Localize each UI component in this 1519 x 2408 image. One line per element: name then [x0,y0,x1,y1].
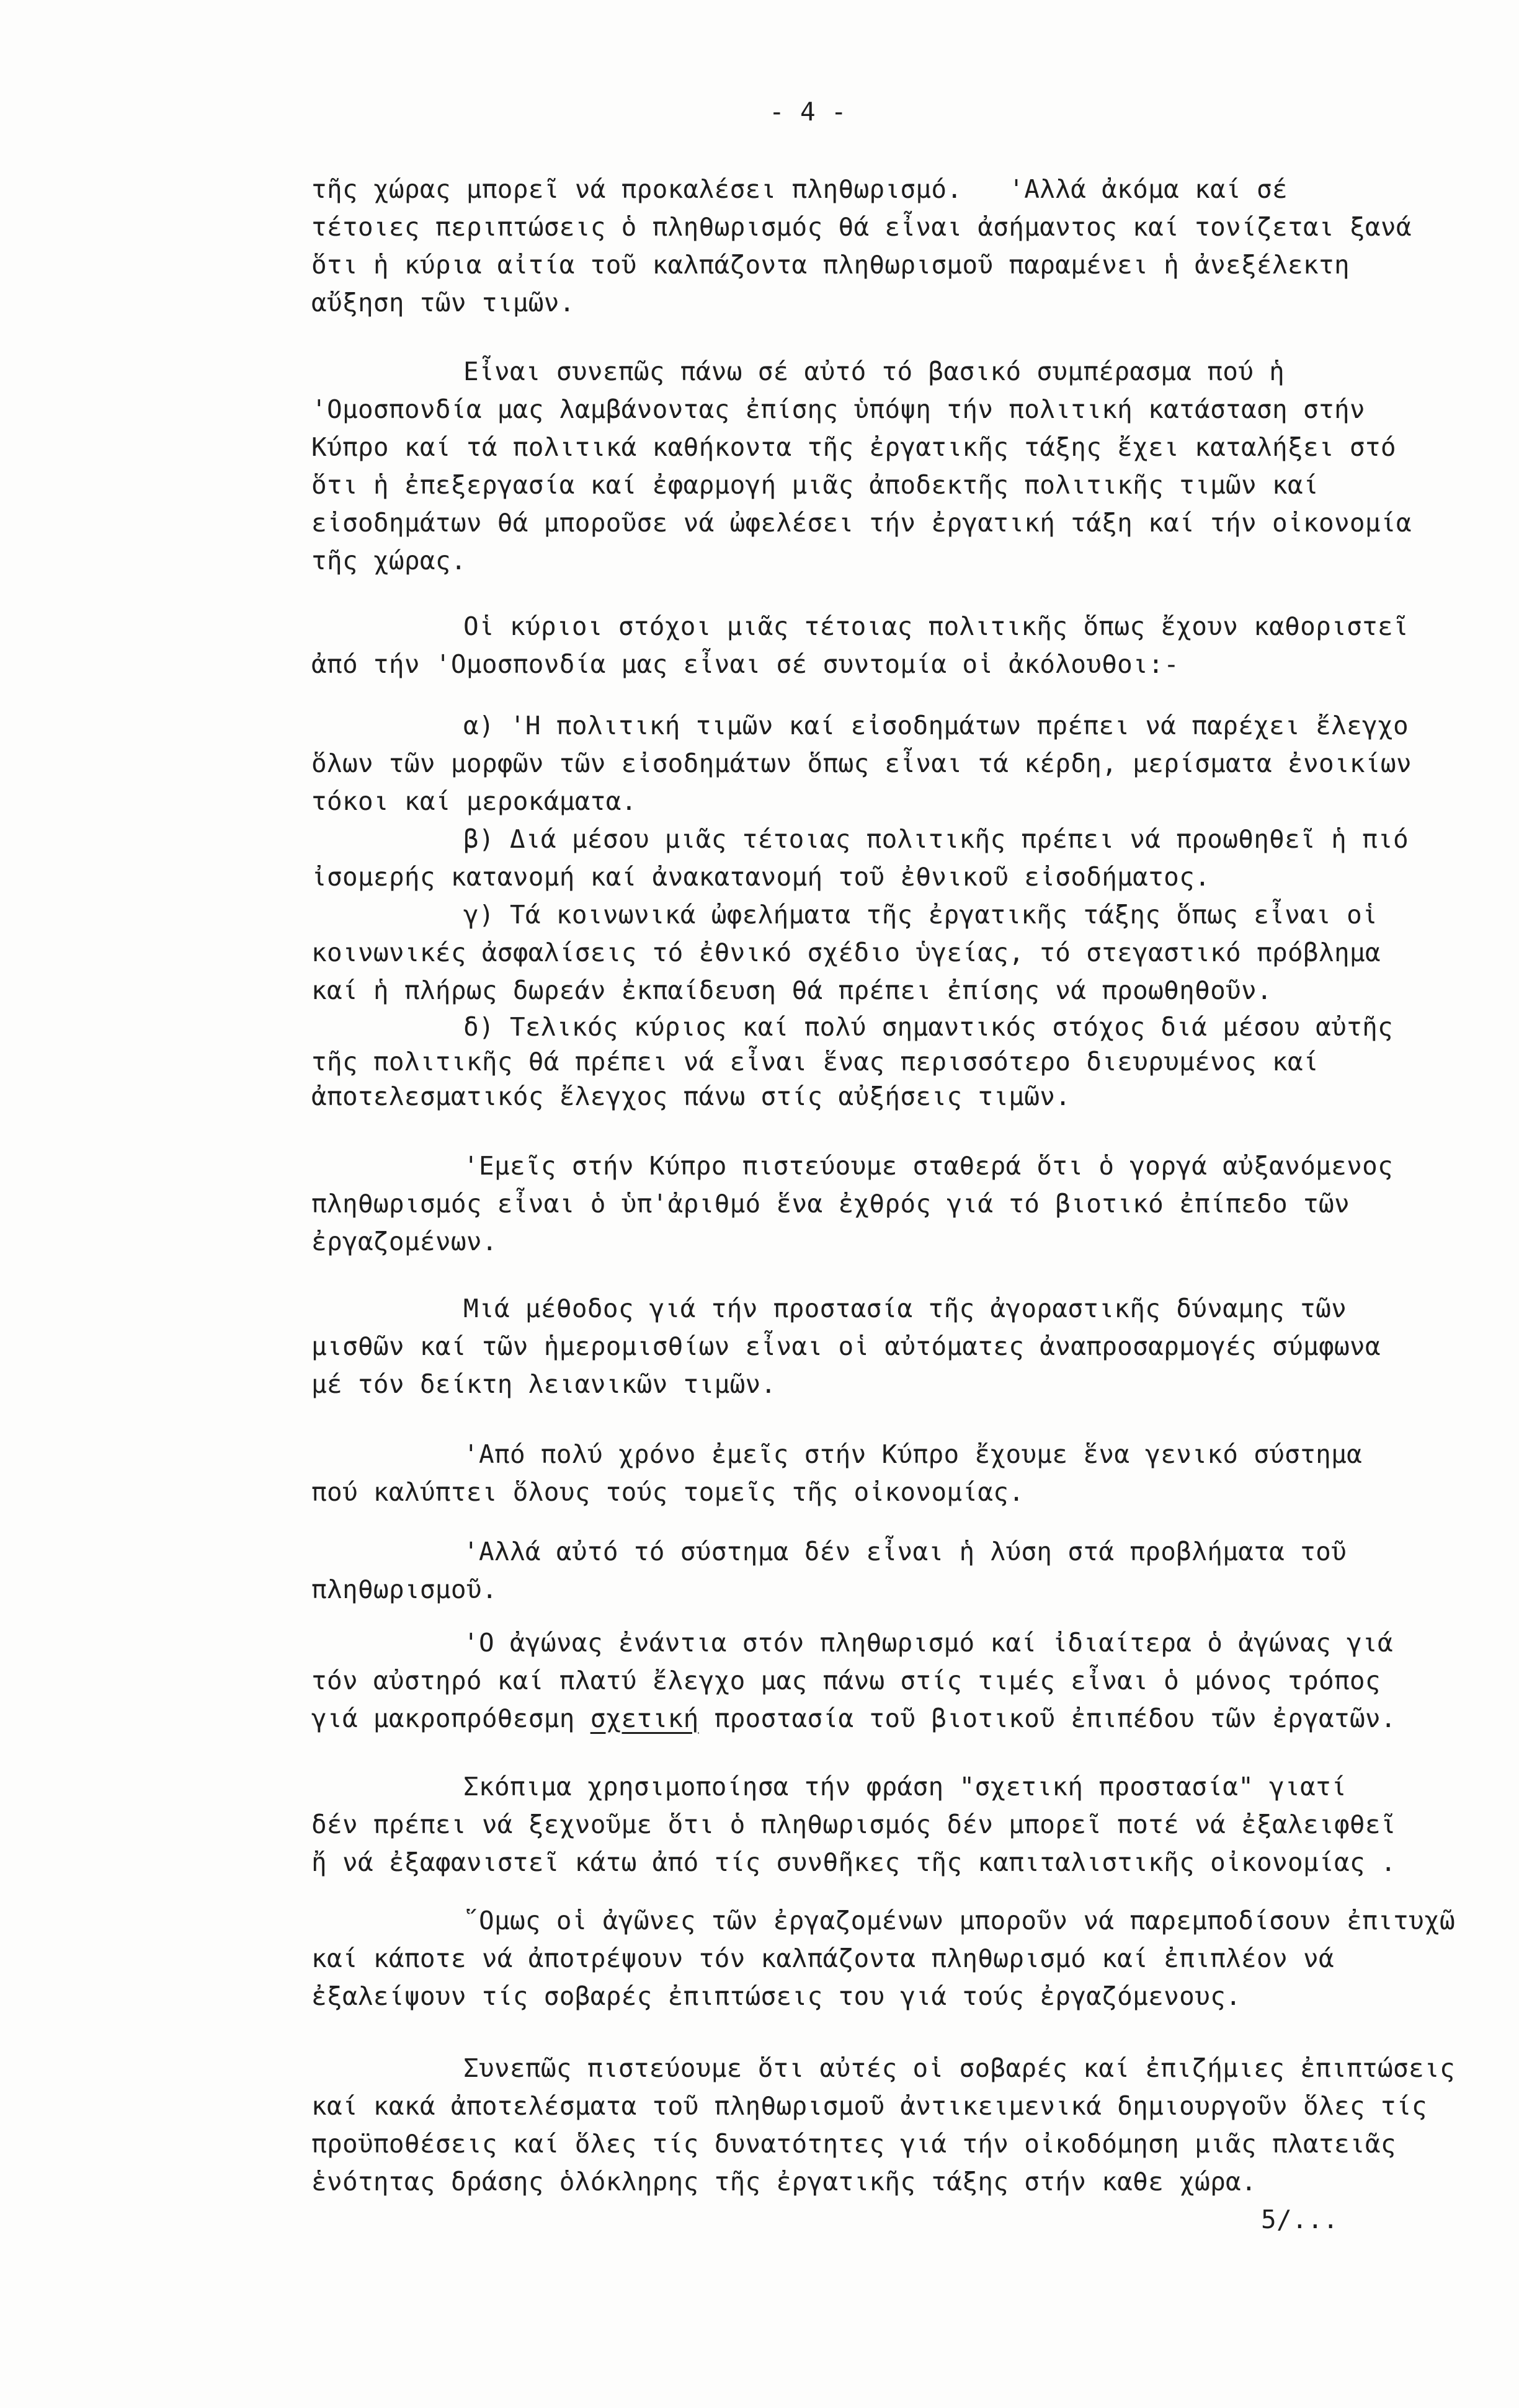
text-line: ἐργαζομένων. [311,1227,497,1256]
text-line: ἐξαλείψουν τίς σοβαρές ἐπιπτώσεις του γιά τούς ἐργαζόμενους. [311,1981,1242,2011]
text-line: ὅλων τῶν μορφῶν τῶν εἰσοδημάτων ὅπως εἶναι τά κέρδη, μερίσματα ἐνοικίων [311,749,1412,778]
text-line: πού καλύπτει ὅλους τούς τομεῖς τῆς οἰκονομίας. [311,1477,1025,1507]
text-line: δέν πρέπει νά ξεχνοῦμε ὅτι ὁ πληθωρισμός δέν μπορεῖ ποτέ νά ἐξαλειφθεῖ [311,1810,1396,1839]
text-line: ἀποτελεσματικός ἔλεγχος πάνω στίς αὐξήσεις τιμῶν. [311,1082,1071,1111]
text-segment: προστασία τοῦ βιοτικοῦ ἐπιπέδου τῶν ἐργατῶν. [698,1704,1396,1733]
text-line: τῆς χώρας. [311,546,466,575]
list-item [311,707,1490,820]
underlined-word: σχετική [590,1704,699,1733]
text-line: πληθωρισμός εἶναι ὁ ὑπ'ἀριθμό ἕνα ἐχθρός γιά τό βιοτικό ἐπίπεδο τῶν [311,1189,1350,1219]
paragraph [311,1624,1490,1738]
text-line: τέτοιες περιπτώσεις ὁ πληθωρισμός θά εἶναι ἀσήμαντος καί τονίζεται ξανά [311,212,1412,242]
paragraph [311,171,1490,322]
text-line: ἤ νά ἐξαφανιστεῖ κάτω ἀπό τίς συνθῆκες τῆς καπιταλιστικῆς οἰκονομίας . [311,1847,1396,1877]
text-line: τόν αὐστηρό καί πλατύ ἔλεγχο μας πάνω στίς τιμές εἶναι ὁ μόνος τρόπος [311,1666,1381,1695]
list-item [311,1010,1490,1114]
text-line: 'Ο ἀγώνας ἐνάντια στόν πληθωρισμό καί ἰδιαίτερα ὁ ἀγώνας γιά [463,1628,1394,1658]
text-line: 'Από πολύ χρόνο ἐμεῖς στήν Κύπρο ἔχουμε ἕνα γενικό σύστημα [463,1439,1363,1469]
text-line: 'Εμεῖς στήν Κύπρο πιστεύουμε σταθερά ὅτι ὁ γοργά αὐξανόμενος [463,1151,1394,1181]
text-line: ῞Ομως οἱ ἀγῶνες τῶν ἐργαζομένων μποροῦν νά παρεμποδίσουν ἐπιτυχῶ [463,1906,1455,1935]
paragraph [311,1436,1490,1511]
paragraph [311,1290,1490,1403]
text-line: τῆς πολιτικῆς θά πρέπει νά εἶναι ἕνας περισσότερο διευρυμένος καί [311,1047,1319,1077]
text-line: ἰσομερής κατανομή καί ἀνακατανομή τοῦ ἐθνικοῦ εἰσοδήματος. [311,862,1211,892]
text-line: ἑνότητας δράσης ὁλόκληρης τῆς ἐργατικῆς τάξης στήν καθε χώρα. [311,2167,1257,2197]
text-line: μέ τόν δείκτη λειανικῶν τιμῶν. [311,1369,777,1399]
text-line: ὅτι ἡ ἐπεξεργασία καί ἐφαρμογή μιᾶς ἀποδεκτῆς πολιτικῆς τιμῶν καί [311,470,1319,500]
text-line: αὔξηση τῶν τιμῶν. [311,288,575,318]
paragraph [311,1147,1490,1261]
text-line: Κύπρο καί τά πολιτικά καθήκοντα τῆς ἐργατικῆς τάξης ἔχει καταλήξει στό [311,432,1396,462]
text-line: μισθῶν καί τῶν ἡμερομισθίων εἶναι οἱ αὐτόματες ἀναπροσαρμογές σύμφωνα [311,1331,1381,1361]
text-line: πληθωρισμοῦ. [311,1575,497,1604]
text-line: προϋποθέσεις καί ὅλες τίς δυνατότητες γιά τήν οἰκοδόμηση μιᾶς πλατειᾶς [311,2129,1396,2159]
text-line: Συνεπῶς πιστεύουμε ὅτι αὐτές οἱ σοβαρές καί ἐπιζήμιες ἐπιπτώσεις [463,2053,1455,2083]
text-line: δ) Τελικός κύριος καί πολύ σημαντικός στόχος διά μέσου αὐτῆς [463,1012,1394,1042]
paragraph [311,1768,1490,1882]
text-line: 'Αλλά αὐτό τό σύστημα δέν εἶναι ἡ λύση στά προβλήματα τοῦ [463,1537,1347,1566]
paragraph [311,353,1490,580]
text-segment: γιά μακροπρόθεσμη [311,1704,590,1733]
list-item [311,896,1490,1010]
text-line: τόκοι καί μεροκάματα. [311,786,637,816]
text-line: 'Ομοσπονδία μας λαμβάνοντας ἐπίσης ὑπόψη τήν πολιτική κατάσταση στήν [311,394,1365,424]
text-line [311,1700,1490,1738]
text-line: κοινωνικές ἀσφαλίσεις τό ἐθνικό σχέδιο ὑγείας, τό στεγαστικό πρόβλημα [311,938,1381,967]
text-line: Οἱ κύριοι στόχοι μιᾶς τέτοιας πολιτικῆς ὅπως ἔχουν καθοριστεῖ [463,611,1409,641]
text-line: Μιά μέθοδος γιά τήν προστασία τῆς ἀγοραστικῆς δύναμης τῶν [463,1294,1347,1323]
text-line: γ) Τά κοινωνικά ὠφελήματα τῆς ἐργατικῆς τάξης ὅπως εἶναι οἱ [463,900,1378,930]
text-line: β) Διά μέσου μιᾶς τέτοιας πολιτικῆς πρέπει νά προωθηθεῖ ἡ πιό [463,824,1409,854]
text-line: Σκόπιμα χρησιμοποίησα τήν φράση "σχετική προστασία" γιατί [463,1772,1347,1802]
text-line: καί κακά ἀποτελέσματα τοῦ πληθωρισμοῦ ἀντικειμενικά δημιουργοῦν ὅλες τίς [311,2091,1427,2121]
list-item [311,820,1490,896]
text-line: Εἶναι συνεπῶς πάνω σέ αὐτό τό βασικό συμπέρασμα πού ἡ [463,357,1285,386]
text-line: τῆς χώρας μπορεῖ νά προκαλέσει πληθωρισμό. 'Αλλά ἀκόμα καί σέ [311,174,1288,204]
text-line: καί ἡ πλήρως δωρεάν ἐκπαίδευση θά πρέπει ἐπίσης νά προωθηθοῦν. [311,975,1273,1005]
text-line: καί κάποτε νά ἀποτρέψουν τόν καλπάζοντα πληθωρισμό καί ἐπιπλέον νά [311,1944,1334,1973]
continuation-marker: 5/... [1261,2205,1339,2234]
paragraph [311,1533,1490,1609]
paragraph [311,608,1490,683]
paragraph [311,2050,1490,2201]
text-line: εἰσοδημάτων θά μποροῦσε νά ὠφελέσει τήν ἐργατική τάξη καί τήν οἰκονομία [311,508,1412,538]
page-number: - 4 - [769,97,847,127]
text-line: ὅτι ἡ κύρια αἰτία τοῦ καλπάζοντα πληθωρισμοῦ παραμένει ἡ ἀνεξέλεκτη [311,250,1350,280]
text-line: α) 'Η πολιτική τιμῶν καί εἰσοδημάτων πρέπει νά παρέχει ἔλεγχο [463,711,1409,740]
paragraph [311,1902,1490,2015]
text-line: ἀπό τήν 'Ομοσπονδία μας εἶναι σέ συντομία οἱ ἀκόλουθοι:- [311,649,1180,679]
